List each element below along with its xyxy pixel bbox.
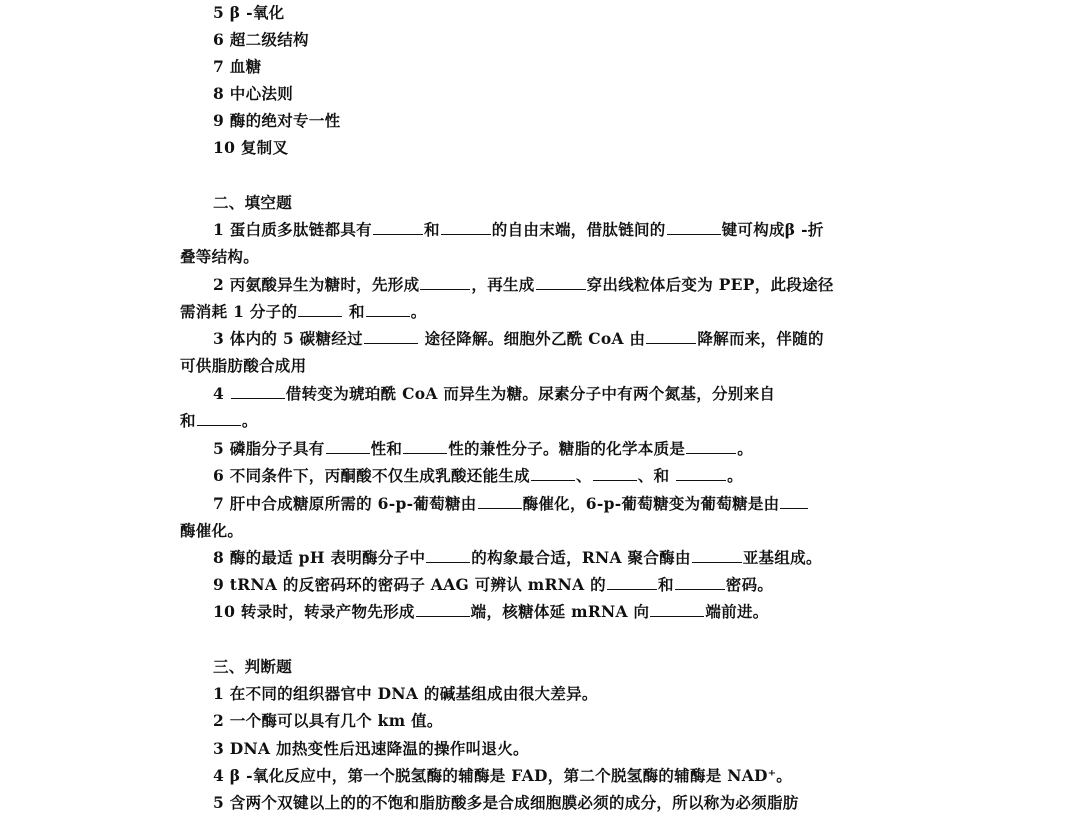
section-heading-fill: 二、填空题 xyxy=(213,193,293,212)
answer-blank xyxy=(692,546,742,563)
term-text: 复制叉 xyxy=(240,138,289,157)
answer-blank xyxy=(667,218,721,235)
fill-question-10: 10 转录时，转录产物先形成 端，核糖体延 mRNA 向 端前进。 xyxy=(213,602,769,621)
answer-blank xyxy=(403,437,447,454)
answer-blank xyxy=(231,382,285,399)
judge-item: 2 一个酶可以具有几个 km 值。 xyxy=(213,711,443,730)
fill-question-6: 6 不同条件下，丙酮酸不仅生成乳酸还能生成 、 、和 。 xyxy=(213,466,743,485)
term-number: 9 xyxy=(213,111,225,130)
answer-blank xyxy=(420,273,470,290)
term-item xyxy=(213,0,902,26)
answer-blank xyxy=(426,546,470,563)
answer-blank xyxy=(531,464,575,481)
term-item xyxy=(213,107,902,134)
answer-blank xyxy=(366,300,410,317)
term-item xyxy=(213,26,902,53)
term-number: 6 xyxy=(213,30,225,49)
term-number: 10 xyxy=(213,138,236,157)
judge-item: 5 含两个双键以上的的不饱和脂肪酸多是合成细胞膜必须的成分，所以称为必须脂肪 xyxy=(213,793,799,812)
answer-blank xyxy=(326,437,370,454)
answer-blank xyxy=(478,492,522,509)
judge-item: 4 β -氧化反应中，第一个脱氢酶的辅酶是 FAD，第二个脱氢酶的辅酶是 NAD⁺。 xyxy=(213,766,793,785)
answer-blank xyxy=(686,437,736,454)
fill-question-1: 1 蛋白质多肽链都具有 和 的自由末端，借肽链间的 键可构成β -折 xyxy=(213,220,824,239)
answer-blank xyxy=(650,600,704,617)
fill-question-2: 2 丙氨酸异生为糖时，先形成 ，再生成 穿出线粒体后变为 PEP，此段途径 xyxy=(213,275,834,294)
term-item xyxy=(213,134,902,161)
term-text: 血糖 xyxy=(229,57,262,76)
fill-question-4-cont: 和 。 xyxy=(180,411,258,430)
term-item xyxy=(213,80,902,107)
answer-blank xyxy=(441,218,491,235)
term-text: 酶的绝对专一性 xyxy=(229,111,341,130)
term-item xyxy=(213,53,902,80)
fill-question-2-cont: 需消耗 1 分子的 和 。 xyxy=(180,302,427,321)
answer-blank xyxy=(373,218,423,235)
fill-question-7-cont: 酶催化。 xyxy=(180,521,244,540)
answer-blank xyxy=(197,409,241,426)
fill-question-3-cont: 可供脂肪酸合成用 xyxy=(180,356,307,375)
answer-blank xyxy=(676,464,726,481)
judge-item: 3 DNA 加热变性后迅速降温的操作叫退火。 xyxy=(213,739,529,758)
term-text: β -氧化 xyxy=(229,3,285,22)
term-text: 中心法则 xyxy=(229,84,293,103)
term-text: 超二级结构 xyxy=(229,30,309,49)
term-number: 8 xyxy=(213,84,225,103)
answer-blank xyxy=(364,327,418,344)
judge-item: 1 在不同的组织器官中 DNA 的碱基组成由很大差异。 xyxy=(213,684,598,703)
answer-blank xyxy=(780,492,808,509)
fill-question-8: 8 酶的最适 pH 表明酶分子中 的构象最合适，RNA 聚合酶由 亚基组成。 xyxy=(213,548,822,567)
answer-blank xyxy=(416,600,470,617)
term-number: 7 xyxy=(213,57,225,76)
fill-question-3: 3 体内的 5 碳糖经过 途径降解。细胞外乙酰 CoA 由 降解而来，伴随的 xyxy=(213,329,824,348)
answer-blank xyxy=(593,464,637,481)
answer-blank xyxy=(607,573,657,590)
fill-question-5: 5 磷脂分子具有 性和 性的兼性分子。糖脂的化学本质是 。 xyxy=(213,439,754,458)
answer-blank xyxy=(646,327,696,344)
fill-question-1-cont: 叠等结构。 xyxy=(180,247,260,266)
answer-blank xyxy=(298,300,342,317)
answer-blank xyxy=(536,273,586,290)
answer-blank xyxy=(675,573,725,590)
fill-question-7: 7 肝中合成糖原所需的 6-p-葡萄糖由 酶催化，6-p-葡萄糖变为葡萄糖是由 xyxy=(213,490,902,517)
fill-question-9: 9 tRNA 的反密码环的密码子 AAG 可辨认 mRNA 的 和 密码。 xyxy=(213,575,774,594)
section-heading-judge: 三、判断题 xyxy=(213,657,293,676)
fill-question-4: 4 借转变为琥珀酰 CoA 而异生为糖。尿素分子中有两个氮基，分别来自 xyxy=(213,384,776,403)
term-number: 5 xyxy=(213,3,225,22)
